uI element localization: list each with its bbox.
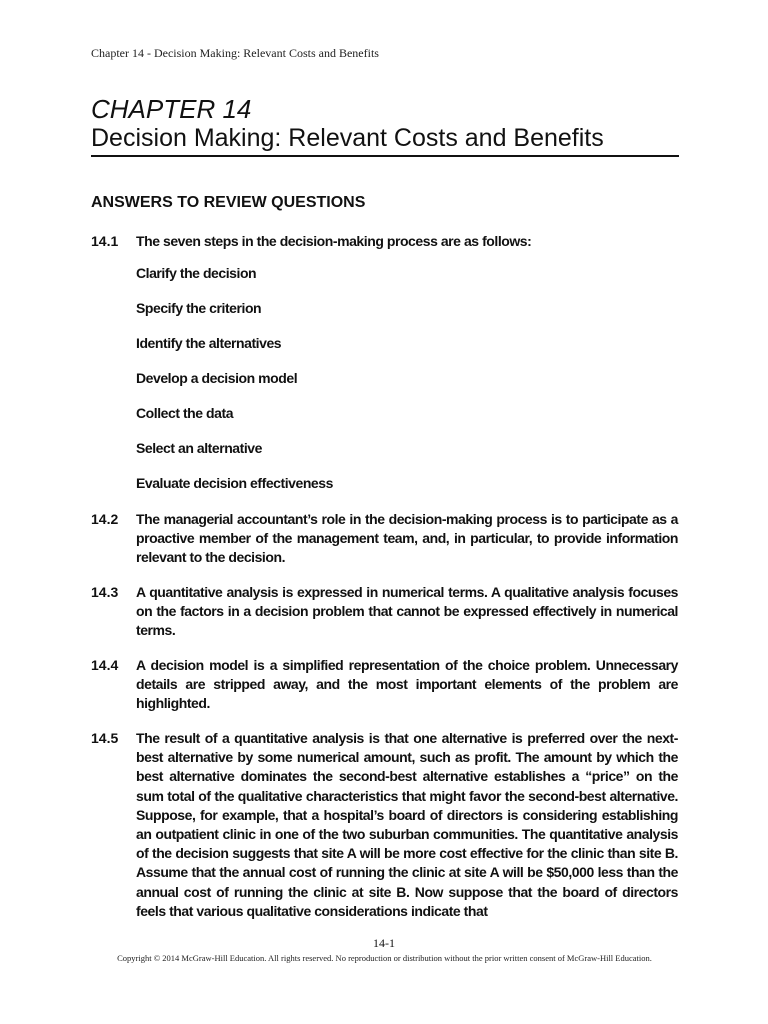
question-number: 14.2 — [91, 511, 119, 527]
page-number: 14-1 — [373, 936, 395, 950]
question-text: The seven steps in the decision-making process are as follows: — [136, 233, 532, 249]
copyright-notice: Copyright © 2014 McGraw-Hill Education. All rights reserved. No reproduction or distribution without the prior written consent of McGraw-Hill Education. — [117, 953, 652, 963]
list-item: Clarify the decision — [136, 265, 257, 281]
running-head: Chapter 14 - Decision Making: Relevant Costs and Benefits — [91, 46, 379, 60]
chapter-number: CHAPTER 14 — [91, 94, 252, 124]
question-number: 14.5 — [91, 730, 119, 746]
list-item: Develop a decision model — [136, 370, 298, 386]
question-text: A quantitative analysis is expressed in numerical terms. A qualitative analysis focuses on the factors in a decision problem that cannot be expressed effectively in numerical terms. — [136, 584, 678, 639]
list-item: Collect the data — [136, 405, 234, 421]
question-14-5 — [91, 729, 678, 921]
question-number: 14.3 — [91, 584, 119, 600]
question-text: A decision model is a simplified representation of the choice problem. Unnecessary details are stripped away, and the most important elements of the problem are highlighted. — [136, 657, 678, 712]
question-number: 14.4 — [91, 657, 119, 673]
list-item: Select an alternative — [136, 440, 262, 456]
question-14-4 — [91, 656, 678, 714]
question-14-3 — [91, 583, 678, 641]
list-item: Specify the criterion — [136, 300, 262, 316]
chapter-title: Decision Making: Relevant Costs and Benefits — [91, 123, 679, 157]
question-text: The result of a quantitative analysis is that one alternative is preferred over the next-best alternative by some numerical amount, such as profit. The amount by which the best alternative dominates the second-best alternative establishes a “price” on the sum total of the qualitative characteristics that might favor the second-best alternative. Suppose, for example, that a hospital’s board of directors is considering establishing an outpatient clinic in one of the two suburban communities. The quantitative analysis of the decision suggests that site A will be more cost effective for the clinic than site B. Assume that the annual cost of running the clinic at site A will be $50,000 less than the annual cost of running the clinic at site B. Now suppose that the board of directors feels that various qualitative considerations indicate that — [136, 730, 678, 919]
question-number: 14.1 — [91, 233, 119, 249]
list-item: Evaluate decision effectiveness — [136, 475, 333, 491]
section-heading: ANSWERS TO REVIEW QUESTIONS — [91, 194, 366, 211]
chapter-heading — [91, 95, 679, 157]
question-14-1 — [91, 232, 678, 251]
question-text: The managerial accountant’s role in the decision-making process is to participate as a proactive member of the management team, and, in particular, to provide information relevant to the decision. — [136, 511, 678, 566]
decision-steps-list — [136, 264, 333, 509]
list-item: Identify the alternatives — [136, 335, 282, 351]
question-14-2 — [91, 510, 678, 568]
